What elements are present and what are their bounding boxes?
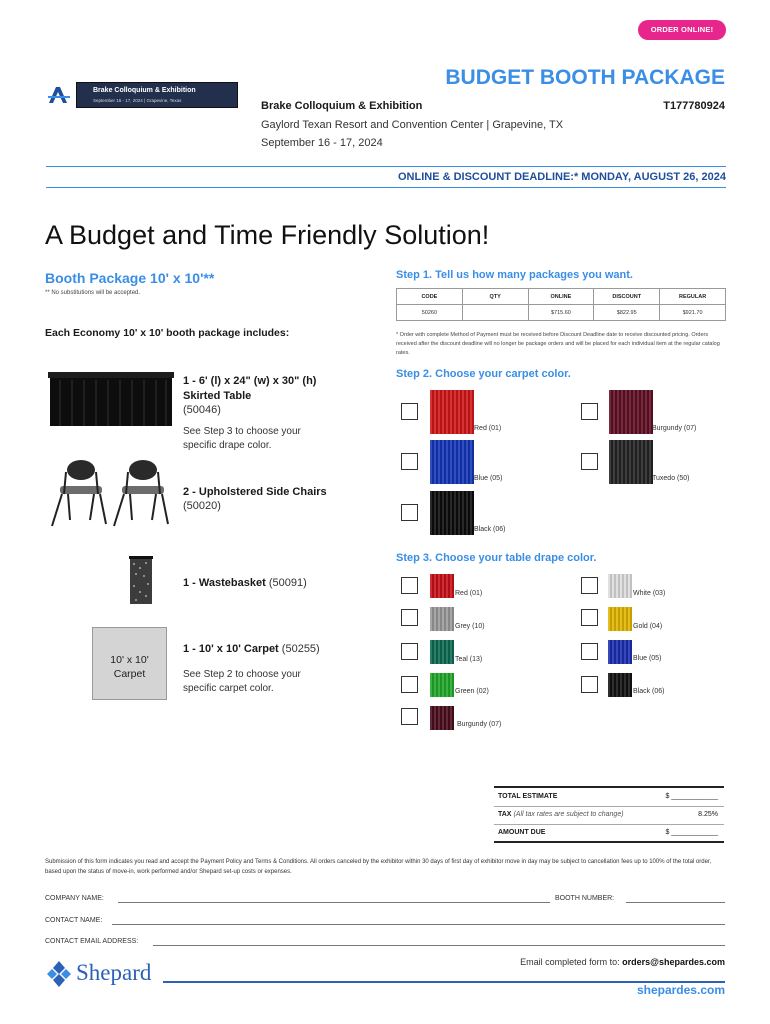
tax-value: 8.25% [698, 811, 718, 818]
carpet-burgundy-label: Burgundy (07) [652, 425, 697, 432]
banner-subtitle: September 16 - 17, 2024 | Grapevine, Texas [93, 98, 182, 103]
total-estimate-label: TOTAL ESTIMATE [498, 793, 558, 800]
contact-name-field[interactable] [112, 924, 725, 925]
item-carpet-note-2: specific carpet color. [183, 683, 274, 694]
item-carpet-code: (50255) [281, 643, 320, 655]
carpet-black-swatch [430, 491, 474, 535]
carpet-tuxedo-checkbox[interactable] [581, 453, 598, 470]
drape-blue-swatch [608, 640, 632, 664]
item-table-title: 1 - 6' (l) x 24" (w) x 30" (h) [183, 375, 317, 387]
email-instruction [420, 957, 725, 967]
drape-grey-label: Grey (10) [455, 623, 485, 630]
item-carpet-title [183, 642, 320, 656]
item-wastebasket-code: (50091) [268, 577, 307, 589]
event-code: T177780924 [663, 100, 725, 112]
tax-label: TAX [498, 811, 512, 818]
col-regular: REGULAR [660, 289, 726, 305]
tax-note: (All tax rates are subject to change) [513, 811, 624, 818]
carpet-black-checkbox[interactable] [401, 504, 418, 521]
drape-green-checkbox[interactable] [401, 676, 418, 693]
col-code: CODE [397, 289, 463, 305]
shepard-logo-icon [46, 960, 72, 993]
total-estimate-field[interactable]: $ ____________ [665, 793, 718, 800]
drape-burgundy-swatch [430, 706, 454, 730]
order-note: * Order with complete Method of Payment must be received before Discount Deadline date to receive discounted pricing. Orders received after the discount deadline will no longer be package orders and will be placed for each individual item at the regular catalog rates. [396, 332, 720, 356]
estimate-top-rule [494, 786, 724, 788]
carpet-burgundy-checkbox[interactable] [581, 403, 598, 420]
col-online: ONLINE [528, 289, 594, 305]
drape-black-swatch [608, 673, 632, 697]
drape-gold-label: Gold (04) [633, 623, 663, 630]
drape-burgundy-label: Burgundy (07) [457, 721, 502, 728]
headline: A Budget and Time Friendly Solution! [45, 220, 490, 250]
drape-gold-checkbox[interactable] [581, 609, 598, 626]
policy-text: Submission of this form indicates you read and accept the Payment Policy and Terms & Conditions. All orders canceled by the exhibitor within 30 days of first day of exhibitor move in day may be subject to cancellation fees up to 100% of the total order, based upon the status of move-in, work performed and/or Shepard set-up costs or expenses. [45, 859, 712, 875]
drape-black-checkbox[interactable] [581, 676, 598, 693]
includes-heading: Each Economy 10' x 10' booth package includes: [45, 327, 290, 339]
item-table-note-2: specific drape color. [183, 440, 272, 451]
amount-due-row [494, 829, 724, 843]
drape-grey-checkbox[interactable] [401, 609, 418, 626]
item-carpet-note: See Step 2 to choose your [183, 669, 301, 680]
contact-email-label: CONTACT EMAIL ADDRESS: [45, 938, 139, 945]
contact-name-label: CONTACT NAME: [45, 917, 103, 924]
company-name-label: COMPANY NAME: [45, 895, 104, 902]
drape-grey-swatch [430, 607, 454, 631]
drape-teal-swatch [430, 640, 454, 664]
drape-burgundy-checkbox[interactable] [401, 708, 418, 725]
carpet-red-swatch [430, 390, 474, 434]
carpet-tuxedo-label: Tuxedo (50) [652, 475, 690, 482]
drape-red-checkbox[interactable] [401, 577, 418, 594]
carpet-red-checkbox[interactable] [401, 403, 418, 420]
drape-gold-swatch [608, 607, 632, 631]
carpet-box-line2: Carpet [113, 668, 146, 680]
step2-title: Step 2. Choose your carpet color. [396, 368, 571, 380]
total-estimate-row [494, 793, 724, 807]
drape-black-label: Black (06) [633, 688, 665, 695]
event-venue: Gaylord Texan Resort and Convention Center | Grapevine, TX [261, 119, 564, 131]
deadline-banner: ONLINE & DISCOUNT DEADLINE:* MONDAY, AUGUST 26, 2024 [46, 166, 726, 188]
carpet-blue-swatch [430, 440, 474, 484]
booth-number-field[interactable] [626, 902, 725, 903]
item-chairs-code: (50020) [183, 500, 221, 512]
carpet-black-label: Black (06) [474, 526, 506, 533]
item-chairs-title: 2 - Upholstered Side Chairs [183, 486, 327, 498]
item-carpet-name: 1 - 10' x 10' Carpet [183, 643, 279, 655]
carpet-box [92, 627, 167, 700]
side-chairs-image [46, 458, 176, 533]
event-dates: September 16 - 17, 2024 [261, 137, 383, 149]
carpet-box-line1: 10' x 10' [110, 654, 149, 666]
drape-white-swatch [608, 574, 632, 598]
package-note: ** No substitutions will be accepted. [45, 290, 141, 296]
email-prefix: Email completed form to: [520, 957, 620, 967]
drape-teal-checkbox[interactable] [401, 643, 418, 660]
item-table-code: (50046) [183, 404, 221, 416]
order-table-header [397, 289, 726, 305]
shepard-wordmark: Shepard [76, 960, 152, 985]
carpet-blue-checkbox[interactable] [401, 453, 418, 470]
item-table-note: See Step 3 to choose your [183, 426, 301, 437]
table-row [397, 305, 726, 321]
company-name-field[interactable] [118, 902, 550, 903]
event-banner [76, 82, 238, 108]
item-wastebasket-name: 1 - Wastebasket [183, 577, 266, 589]
contact-email-field[interactable] [153, 945, 725, 946]
booth-number-label: BOOTH NUMBER: [555, 895, 615, 902]
cell-regular: $921.70 [660, 305, 726, 321]
page-title: BUDGET BOOTH PACKAGE [445, 66, 725, 89]
event-name: Brake Colloquium & Exhibition [261, 100, 423, 112]
amount-due-field[interactable]: $ ____________ [665, 829, 718, 836]
carpet-blue-label: Blue (05) [474, 475, 503, 482]
drape-blue-label: Blue (05) [633, 655, 662, 662]
cell-discount: $822.95 [594, 305, 660, 321]
tax-label-group [498, 811, 624, 818]
drape-white-label: White (03) [633, 590, 666, 597]
drape-white-checkbox[interactable] [581, 577, 598, 594]
tax-row [494, 811, 724, 825]
item-wastebasket-title [183, 576, 307, 590]
step3-title: Step 3. Choose your table drape color. [396, 552, 597, 564]
cell-online: $715.60 [528, 305, 594, 321]
cell-code: 50260 [397, 305, 463, 321]
order-online-button[interactable]: ORDER ONLINE! [638, 20, 726, 40]
carpet-tuxedo-swatch [609, 440, 653, 484]
wastebasket-image [128, 554, 154, 611]
skirted-table-image [46, 370, 176, 433]
col-discount: DISCOUNT [594, 289, 660, 305]
website-link[interactable]: shepardes.com [636, 983, 725, 997]
drape-blue-checkbox[interactable] [581, 643, 598, 660]
drape-red-label: Red (01) [455, 590, 483, 597]
qty-input[interactable] [462, 305, 528, 321]
event-logo [46, 84, 72, 106]
drape-green-label: Green (02) [455, 688, 489, 695]
package-title: Booth Package 10' x 10'** [45, 270, 215, 286]
drape-red-swatch [430, 574, 454, 598]
step1-title: Step 1. Tell us how many packages you want. [396, 269, 633, 281]
carpet-red-label: Red (01) [474, 425, 502, 432]
banner-title: Brake Colloquium & Exhibition [93, 87, 196, 94]
email-link[interactable]: orders@shepardes.com [622, 957, 725, 967]
carpet-burgundy-swatch [609, 390, 653, 434]
drape-green-swatch [430, 673, 454, 697]
order-table [396, 288, 726, 321]
col-qty: QTY [462, 289, 528, 305]
drape-teal-label: Teal (13) [455, 656, 483, 663]
amount-due-label: AMOUNT DUE [498, 829, 546, 836]
item-table-title-2: Skirted Table [183, 390, 252, 402]
